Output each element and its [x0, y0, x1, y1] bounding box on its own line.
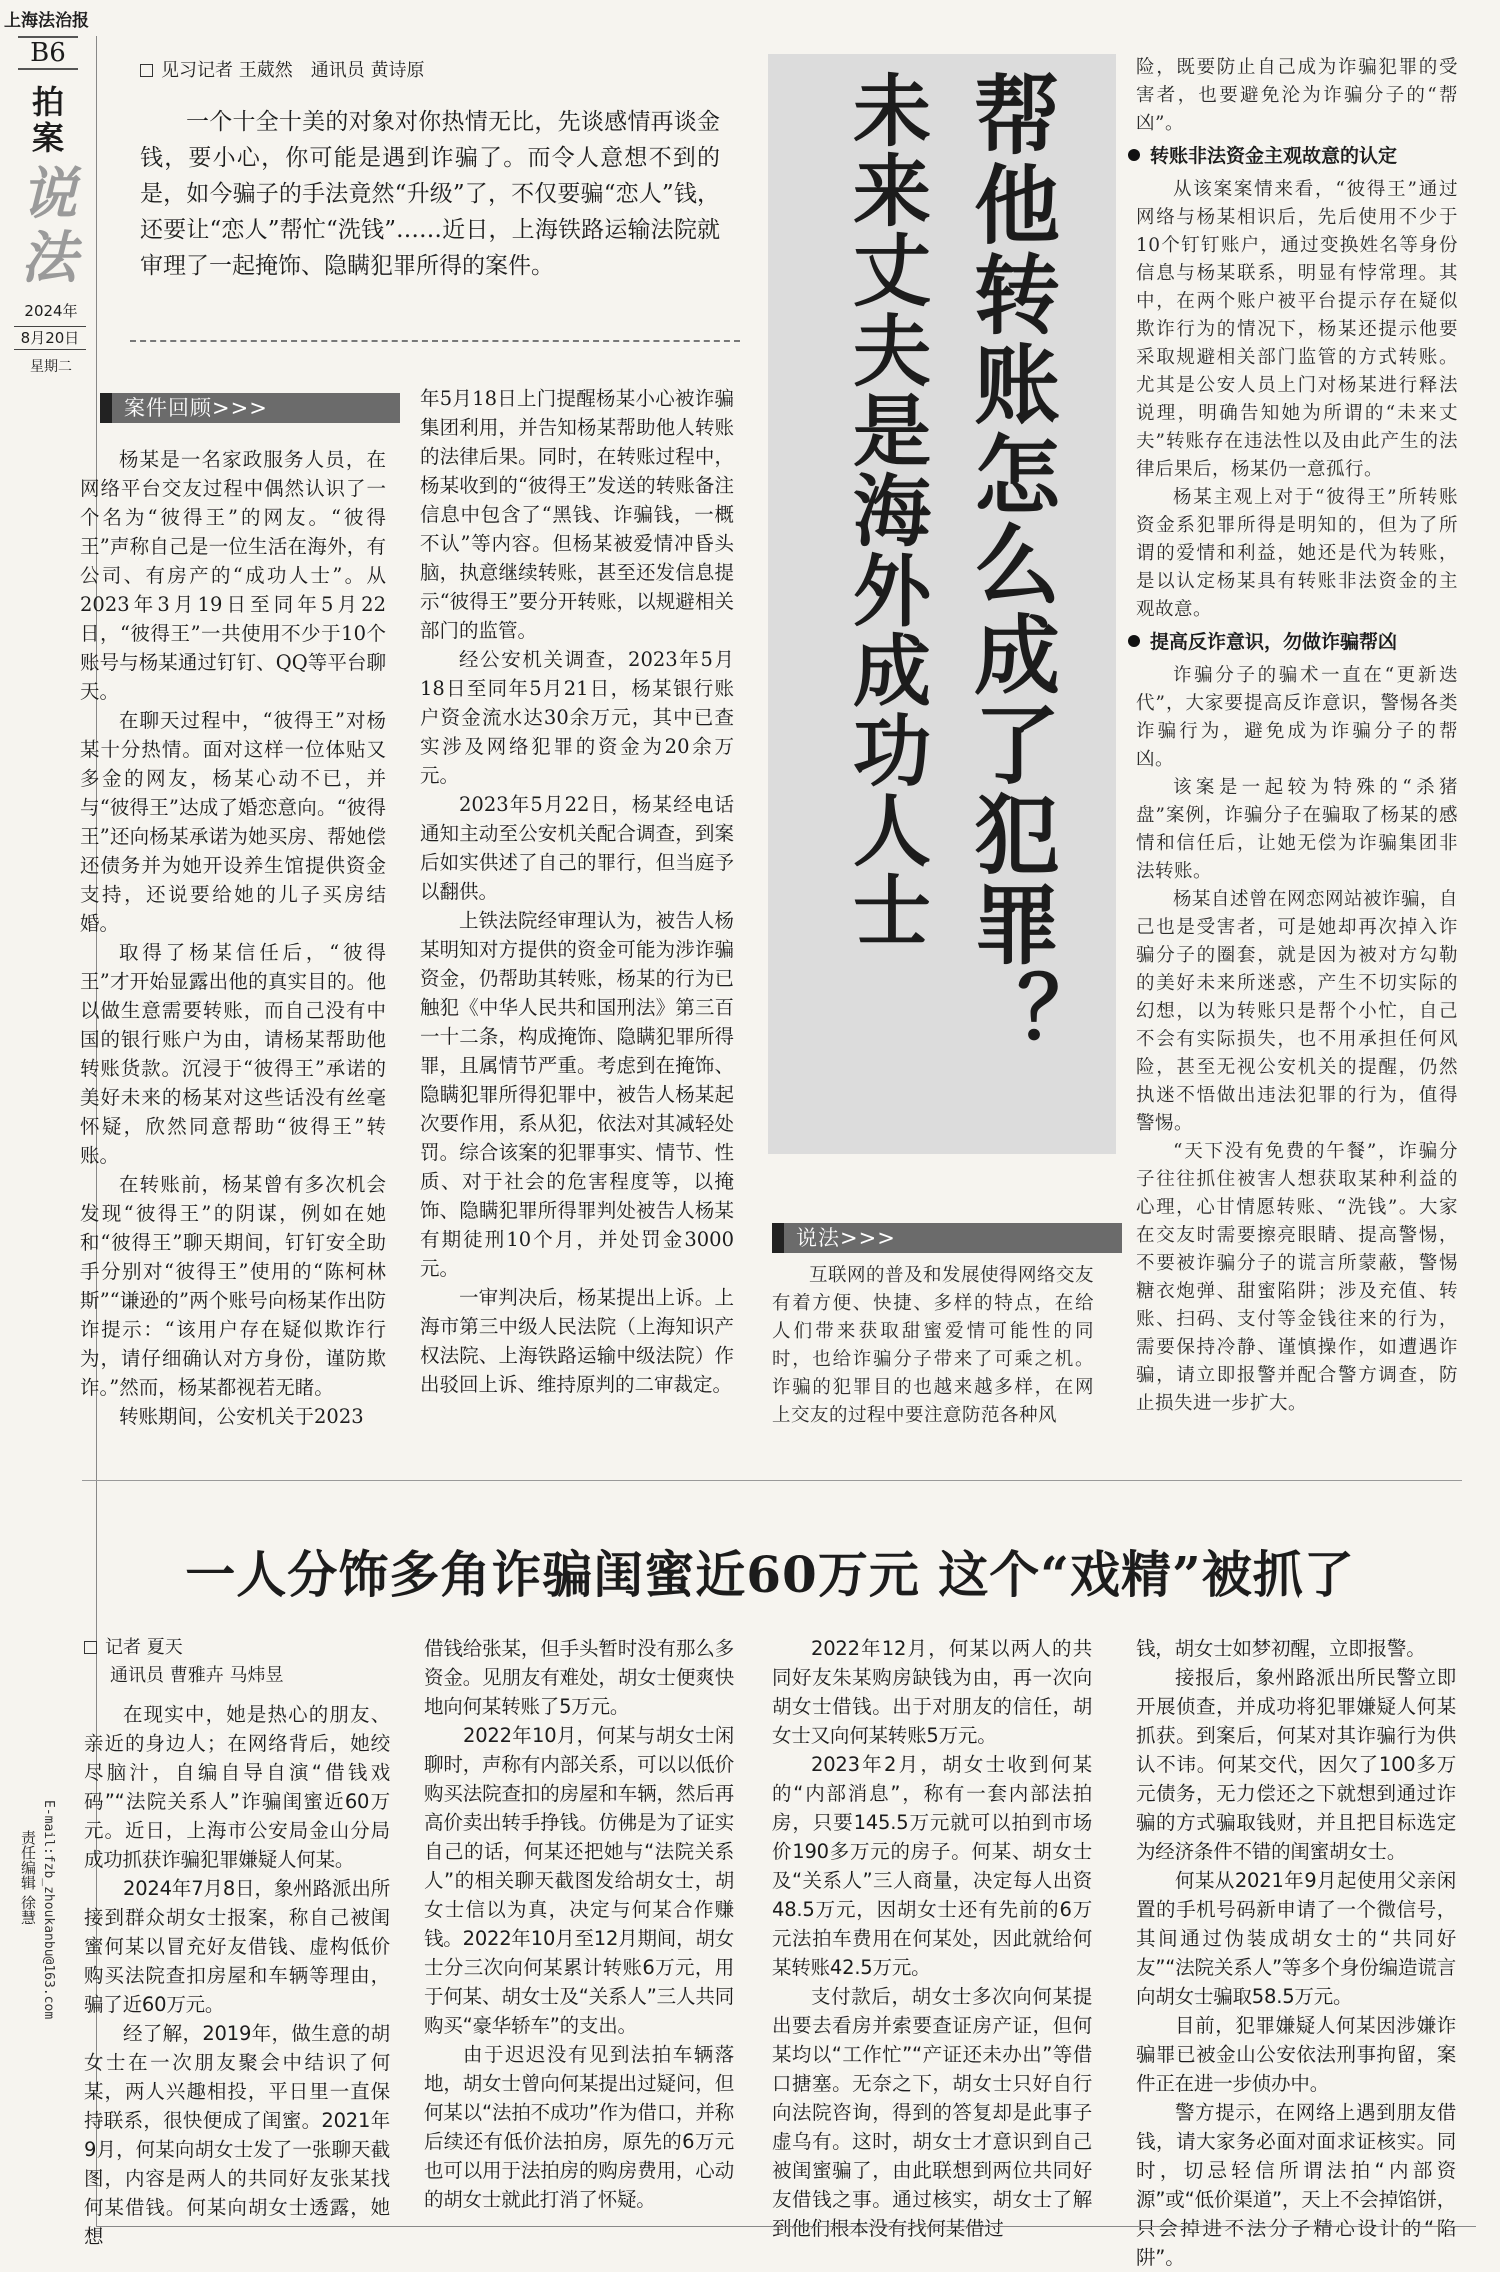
editor-credit: 责任编辑 徐慧 [19, 1830, 37, 1925]
paragraph: 在现实中，她是热心的朋友、亲近的身边人；在网络背后，她绞尽脑汁，自编自导自演“借钱戏码”“法院关系人”诈骗闺蜜近60万元。近日，上海市公安局金山分局成功抓获诈骗犯罪嫌疑人何某。 [84, 1703, 390, 1871]
section-name-bottom: 说法 [21, 161, 77, 291]
paragraph: 目前，犯罪嫌疑人何某因涉嫌诈骗罪已被金山公安依法刑事拘留，案件正在进一步侦办中。 [1136, 2014, 1456, 2095]
lead-dashed-rule [130, 340, 740, 342]
subheading-1 [1128, 142, 1458, 170]
article2-column-3 [772, 1634, 1092, 2243]
article1-headline: 帮他转账怎么成了犯罪？ [959, 70, 1060, 1060]
paragraph: 接报后，象州路派出所民警立即开展侦查，并成功将犯罪嫌疑人何某抓获。到案后，何某对其诈骗行为供认不讳。何某交代，因欠了100多万元债务，无力偿还之下就想到通过诈骗的方式骗取钱财，并且把目标选定为经济条件不错的闺蜜胡女士。 [1136, 1666, 1456, 1863]
article1-column-2 [420, 384, 734, 1399]
paragraph: 2023年5月22日，杨某经电话通知主动至公安机关配合调查，到案后如实供述了自己的罪行，但当庭予以翻供。 [420, 793, 734, 903]
paragraph: 上铁法院经审理认为，被告人杨某明知对方提供的资金可能为涉诈骗资金，仍帮助其转账，杨某的行为已触犯《中华人民共和国刑法》第三百一十二条，构成掩饰、隐瞒犯罪所得罪，且属情节严重。考虑到在掩饰、隐瞒犯罪所得犯罪中，被告人杨某起次要作用，系从犯，依法对其减轻处罚。综合该案的犯罪事实、情节、性质、对于社会的危害程度等，以掩饰、隐瞒犯罪所得罪判处被告人杨某有期徒刑10个月，并处罚金3000元。 [420, 909, 734, 1280]
article1-lead: 一个十全十美的对象对你热情无比，先谈感情再谈金钱，要小心，你可能是遇到诈骗了。而令人意想不到的是，如今骗子的手法竟然“升级”了，不仅要骗“恋人”钱，还要让“恋人”帮忙“洗钱”……近日，上海铁路运输法院就审理了一起掩饰、隐瞒犯罪所得的案件。 [140, 109, 720, 279]
byline-square-icon [140, 64, 153, 77]
paragraph: 由于迟迟没有见到法拍车辆落地，胡女士曾向何某提出过疑问，但何某以“法拍不成功”作为借口，并称后续还有低价法拍房，原先的6万元也可以用于法拍房的购房费用，心动的胡女士就此打消了怀疑。 [424, 2043, 734, 2211]
paragraph: 何某从2021年9月起使用父亲闲置的手机号码新申请了一个微信号，其间通过伪装成胡女士的“共同好友”“法院关系人”等多个身份编造谎言向胡女士骗取58.5万元。 [1136, 1869, 1456, 2008]
paragraph: 取得了杨某信任后，“彼得王”才开始显露出他的真实目的。他以做生意需要转账，而自己没有中国的银行账户为由，请杨某帮助他转账货款。沉浸于“彼得王”承诺的美好未来的杨某对这些话没有丝毫怀疑，欣然同意帮助“彼得王”转账。 [80, 941, 386, 1167]
bullet-dot-icon [1128, 635, 1140, 647]
article1-byline [140, 56, 740, 82]
comment-header [772, 1223, 1122, 1253]
paragraph: 支付款后，胡女士多次向何某提出要去看房并索要查证房产证，但何某均以“工作忙”“产证还未办出”等借口搪塞。无奈之下，胡女士只好自行向法院咨询，得到的答复却是此事子虚乌有。这时，胡女士才意识到自己被闺蜜骗了，由此联想到两位共同好友借钱之事。通过核实，胡女士了解到他们根本没有找何某借过 [772, 1985, 1092, 2240]
newspaper-name: 上海法治报 [4, 11, 89, 31]
paragraph: “天下没有免费的午餐”，诈骗分子往往抓住被害人想获取某种利益的心理，心甘情愿转账、“洗钱”。大家在交友时需要擦亮眼睛、提高警惕，不要被诈骗分子的谎言所蒙蔽，警惕糖衣炮弹、甜蜜陷阱；涉及充值、转账、扫码、支付等金钱往来的行为，需要保持冷静、谨慎操作，如遭遇诈骗，请立即报警并配合警方调查，防止损失进一步扩大。 [1136, 1141, 1458, 1414]
paragraph: 杨某是一名家政服务人员，在网络平台交友过程中偶然认识了一个名为“彼得王”的网友。“彼得王”声称自己是一位生活在海外，有公司、有房产的“成功人士”。从2023年3月19日至同年5月22日，“彼得王”一共使用不少于10个账号与杨某通过钉钉、QQ等平台聊天。 [80, 448, 386, 703]
case-review-label: 案件回顾>>> [124, 396, 268, 420]
comment-column [772, 1262, 1094, 1430]
page-number: B6 [18, 36, 78, 70]
article2-column-4 [1136, 1634, 1456, 2272]
comment-label: 说法>>> [796, 1226, 896, 1250]
paragraph: 年5月18日上门提醒杨某小心被诈骗集团利用，并告知杨某帮助他人转账的法律后果。同时，在转账过程中，杨某收到的“彼得王”发送的转账备注信息中包含了“黑钱、诈骗钱，一概不认”等内容。但杨某被爱情冲昏头脑，执意继续转账，甚至还发信息提示“彼得王”要分开转账，以规避相关部门的监管。 [420, 387, 734, 642]
paragraph: 诈骗分子的骗术一直在“更新迭代”，大家要提高反诈意识，警惕各类诈骗行为，避免成为诈骗分子的帮凶。 [1136, 665, 1458, 770]
paragraph: 经公安机关调查，2023年5月18日至同年5月21日，杨某银行账户资金流水达30余万元，其中已查实涉及网络犯罪的资金为20余万元。 [420, 648, 734, 787]
paragraph: 一审判决后，杨某提出上诉。上海市第三中级人民法院（上海知识产权法院、上海铁路运输中级法院）作出驳回上诉、维持原判的二审裁定。 [420, 1286, 734, 1396]
article2-byline [84, 1634, 384, 1690]
article2-column-2 [424, 1634, 734, 2214]
paragraph: 险，既要防止自己成为诈骗犯罪的受害者，也要避免沦为诈骗分子的“帮凶”。 [1136, 57, 1458, 134]
paragraph: 转账期间，公安机关于2023 [119, 1405, 364, 1428]
subheading-2 [1128, 628, 1458, 656]
bottom-rule [96, 2226, 1476, 2227]
subheading-text: 转账非法资金主观故意的认定 [1150, 145, 1398, 167]
paragraph: 钱，胡女士如梦初醒，立即报警。 [1136, 1637, 1426, 1660]
article2-column-1 [84, 1700, 390, 2251]
bullet-dot-icon [1128, 149, 1140, 161]
section-name-top: 拍案 [31, 83, 64, 157]
paragraph: 2024年7月8日，象州路派出所接到群众胡女士报案，称自己被闺蜜何某以冒充好友借钱、虚构低价购买法院查扣房屋和车辆等理由，骗了近60万元。 [84, 1877, 390, 2016]
issue-date: 8月20日 [14, 326, 86, 350]
article-divider [82, 1480, 1462, 1481]
article1-subheadline: 未来丈夫是海外成功人士 [840, 70, 931, 950]
paragraph: 从该案案情来看，“彼得王”通过网络与杨某相识后，先后使用不少于10个钉钉账户，通过变换姓名等身份信息与杨某联系，明显有悖常理。其中，在两个账户被平台提示存在疑似欺诈行为的情况下，杨某还提示他要采取规避相关部门监管的方式转账。尤其是公安人员上门对杨某进行释法说理，明确告知她为所谓的“未来丈夫”转账存在违法性以及由此产生的法律后果后，杨某仍一意孤行。 [1136, 179, 1458, 480]
paragraph: 2022年12月，何某以两人的共同好友朱某购房缺钱为由，再一次向胡女士借钱。出于对朋友的信任，胡女士又向何某转账5万元。 [772, 1637, 1092, 1747]
paragraph: 该案是一起较为特殊的“杀猪盘”案例，诈骗分子在骗取了杨某的感情和信任后，让她无偿为诈骗集团非法转账。 [1136, 777, 1458, 882]
article1-byline-text: 见习记者 王葳然 通讯员 黄诗原 [161, 60, 425, 81]
article2-headline: 一人分饰多角诈骗闺蜜近60万元 这个“戏精”被抓了 [185, 1545, 1355, 1604]
byline-square-icon [84, 1641, 97, 1654]
paragraph: 借钱给张某，但手头暂时没有那么多资金。见朋友有难处，胡女士便爽快地向何某转账了5万元。 [424, 1637, 734, 1718]
article1-column-1 [80, 445, 386, 1431]
subheading-text: 提高反诈意识，勿做诈骗帮凶 [1150, 631, 1398, 653]
paragraph: 互联网的普及和发展使得网络交友有着方便、快捷、多样的特点，在给人们带来获取甜蜜爱情可能性的同时，也给诈骗分子带来了可乘之机。诈骗的犯罪目的也越来越多样，在网上交友的过程中要注意防范各种风 [772, 1265, 1095, 1426]
paragraph: 在转账前，杨某曾有多次机会发现“彼得王”的阴谋，例如在她和“彼得王”聊天期间，钉钉安全助手分别对“彼得王”使用的“陈柯林斯”“谦逊的”两个账号向杨某作出防诈提示：“该用户存在疑似欺诈行为，请仔细确认对方身份，谨防欺诈。”然而，杨某都视若无睹。 [80, 1173, 386, 1399]
editor-email: E-mail:fzb_zhoukanbu@163.com [41, 1800, 56, 2020]
header-bar-icon [772, 1223, 784, 1253]
paragraph: 2023年2月，胡女士收到何某的“内部消息”，称有一套内部法拍房，只要145.5万元就可以拍到市场价190多万元的房子。何某、胡女士及“关系人”三人商量，决定每人出资48.5万元，因胡女士还有先前的6万元法拍车费用在何某处，因此就给何某转账42.5万元。 [772, 1753, 1092, 1979]
issue-weekday: 星期二 [30, 359, 72, 375]
issue-year: 2024年 [24, 302, 78, 320]
paragraph: 杨某主观上对于“彼得王”所转账资金系犯罪所得是明知的，但为了所谓的爱情和利益，她还是代为转账，是以认定杨某具有转账非法资金的主观故意。 [1136, 487, 1458, 620]
header-bar-icon [100, 393, 112, 423]
article1-column-4 [1136, 54, 1458, 1418]
case-review-header [100, 393, 400, 423]
paragraph: 经了解，2019年，做生意的胡女士在一次朋友聚会中结识了何某，两人兴趣相投，平日里一直保持联系，很快便成了闺蜜。2021年9月，何某向胡女士发了一张聊天截图，内容是两人的共同好友张某找何某借钱。何某向胡女士透露，她想 [84, 2022, 390, 2248]
article2-reporter: 记者 夏天 [105, 1637, 183, 1658]
paragraph: 2022年10月，何某与胡女士闲聊时，声称有内部关系，可以以低价购买法院查扣的房屋和车辆，然后再高价卖出转手挣钱。仿佛是为了证实自己的话，何某还把她与“法院关系人”的相关聊天截图发给胡女士，胡女士信以为真，决定与何某合作赚钱。2022年10月至12月期间，胡女士分三次向何某累计转账6万元，用于何某、胡女士及“关系人”三人共同购买“豪华轿车”的支出。 [424, 1724, 734, 2037]
paragraph: 杨某自述曾在网恋网站被诈骗，自己也是受害者，可是她却再次掉入诈骗分子的圈套，就是因为被对方勾勒的美好未来所迷惑，产生不切实际的幻想，以为转账只是帮个小忙，自己不会有实际损失，也不用承担任何风险，甚至无视公安机关的提醒，仍然执迷不悟做出违法犯罪的行为，值得警惕。 [1136, 889, 1459, 1134]
paragraph: 在聊天过程中，“彼得王”对杨某十分热情。面对这样一位体贴又多金的网友，杨某心动不已，并与“彼得王”达成了婚恋意向。“彼得王”还向杨某承诺为她买房、帮她偿还债务并为她开设养生馆提供资金支持，还说要给她的儿子买房结婚。 [80, 709, 386, 935]
paragraph: 警方提示，在网络上遇到朋友借钱，请大家务必面对面求证核实。同时，切忌轻信所谓法拍“内部资源”或“低价渠道”，天上不会掉馅饼，只会掉进不法分子精心设计的“陷阱”。 [1136, 2101, 1456, 2269]
article2-correspondent: 通讯员 曹雅卉 马炜昱 [110, 1665, 284, 1686]
